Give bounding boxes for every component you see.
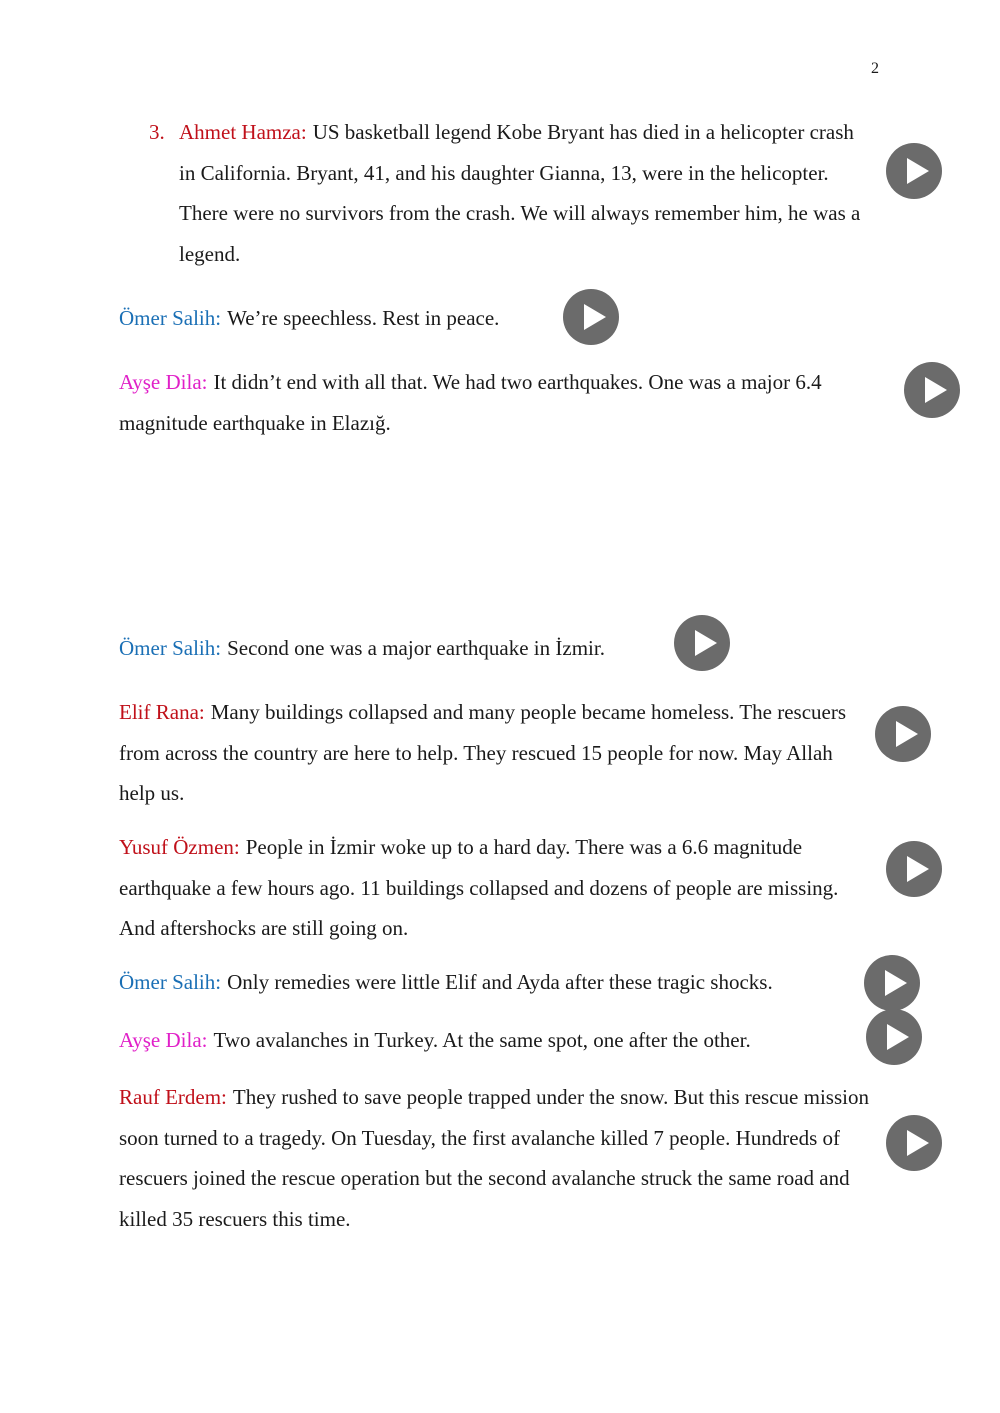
play-icon[interactable] bbox=[875, 706, 931, 762]
speaker-name: Ayşe Dila: bbox=[119, 1028, 208, 1052]
dialogue-line bbox=[119, 827, 864, 949]
line-text: US basketball legend Kobe Bryant has died in a helicopter crash in California. Bryant, 41, and his daughter Gianna, 13, were in the helicopter. There were no survivors from the crash. We will always remember him, he was a legend. bbox=[179, 120, 861, 266]
dialogue-line bbox=[119, 362, 899, 443]
speaker-name: Ayşe Dila: bbox=[119, 370, 208, 394]
line-text: Second one was a major earthquake in İzmir. bbox=[227, 636, 605, 660]
line-text: It didn’t end with all that. We had two earthquakes. One was a major 6.4 magnitude earthquake in Elazığ. bbox=[119, 370, 822, 435]
play-icon[interactable] bbox=[674, 615, 730, 671]
line-text: They rushed to save people trapped under the snow. But this rescue mission soon turned to a tragedy. On Tuesday, the first avalanche killed 7 people. Hundreds of rescuers joined the rescue operation but the second avalanche struck the same road and killed 35 rescuers this time. bbox=[119, 1085, 869, 1231]
dialogue-line bbox=[119, 628, 679, 669]
play-icon[interactable] bbox=[886, 1115, 942, 1171]
play-icon[interactable] bbox=[864, 955, 920, 1011]
speaker-name: Rauf Erdem: bbox=[119, 1085, 227, 1109]
list-number: 3. bbox=[149, 120, 165, 144]
line-text: Many buildings collapsed and many people became homeless. The rescuers from across the country are here to help. They rescued 15 people for now. May Allah help us. bbox=[119, 700, 846, 805]
play-icon[interactable] bbox=[904, 362, 960, 418]
speaker-name: Ahmet Hamza: bbox=[179, 120, 307, 144]
speaker-name: Ömer Salih: bbox=[119, 306, 222, 330]
play-icon[interactable] bbox=[886, 143, 942, 199]
line-text: Only remedies were little Elif and Ayda after these tragic shocks. bbox=[227, 970, 773, 994]
dialogue-line bbox=[119, 298, 579, 339]
dialogue-line bbox=[179, 112, 869, 274]
dialogue-line bbox=[119, 962, 879, 1003]
dialogue-line bbox=[119, 1020, 879, 1061]
speaker-name: Elif Rana: bbox=[119, 700, 205, 724]
dialogue-line bbox=[119, 692, 864, 814]
page-number: 2 bbox=[871, 60, 879, 77]
play-icon[interactable] bbox=[886, 841, 942, 897]
speaker-name: Yusuf Özmen: bbox=[119, 835, 240, 859]
speaker-name: Ömer Salih: bbox=[119, 636, 222, 660]
line-text: Two avalanches in Turkey. At the same spot, one after the other. bbox=[213, 1028, 751, 1052]
line-text: People in İzmir woke up to a hard day. There was a 6.6 magnitude earthquake a few hours ago. 11 buildings collapsed and dozens of people are missing. And aftershocks are still going on. bbox=[119, 835, 839, 940]
speaker-name: Ömer Salih: bbox=[119, 970, 222, 994]
dialogue-line bbox=[119, 1077, 884, 1239]
line-text: We’re speechless. Rest in peace. bbox=[227, 306, 500, 330]
play-icon[interactable] bbox=[563, 289, 619, 345]
play-icon[interactable] bbox=[866, 1009, 922, 1065]
